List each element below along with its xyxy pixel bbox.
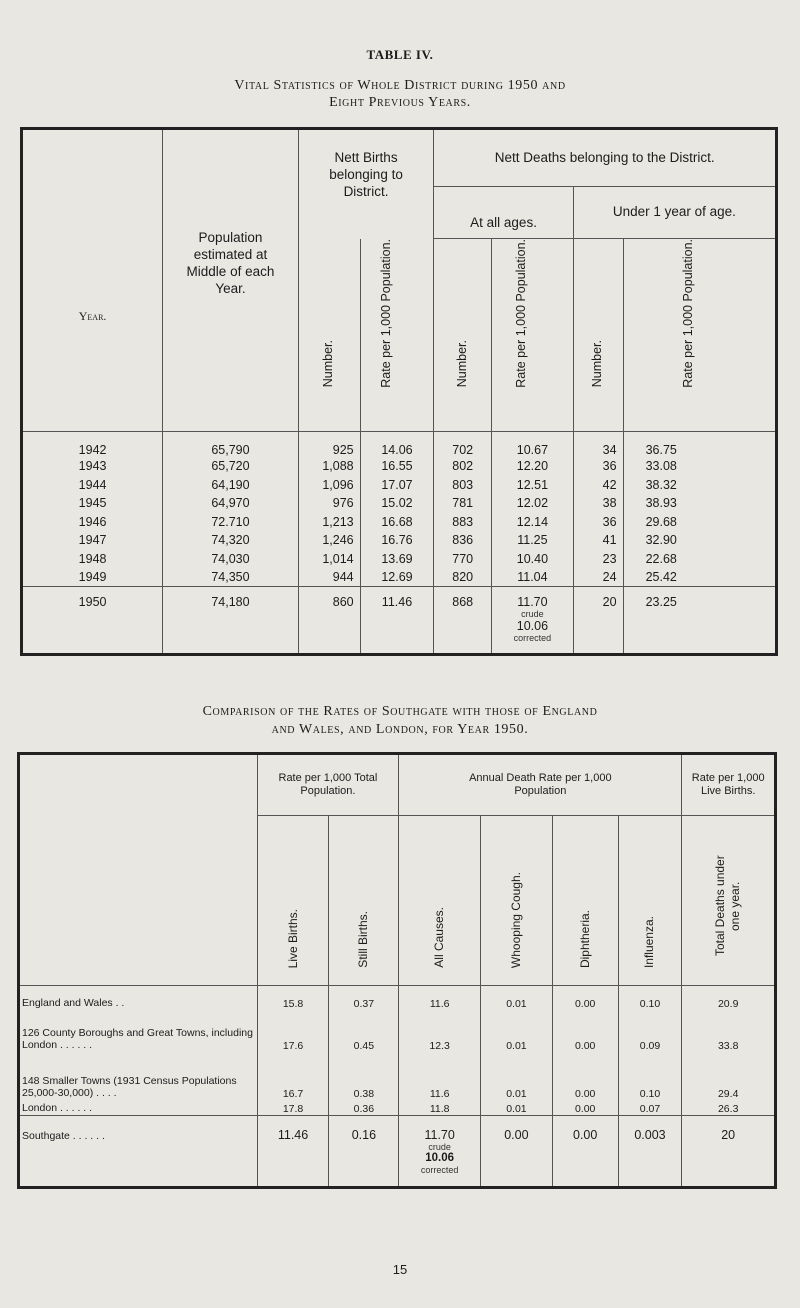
birth-rate-cell: 14.06 [360, 431, 434, 457]
southgate-value: 20 [682, 1116, 776, 1142]
table-row [22, 457, 777, 476]
infant-deaths-cell: 42 [573, 476, 623, 495]
value-cell: 11.8 [399, 1100, 481, 1116]
death-rate-cell: 10.67 [492, 431, 574, 457]
value-cell: 12.3 [399, 1010, 481, 1052]
infant-deaths-cell: 36 [573, 457, 623, 476]
infant-deaths-cell: 38 [573, 494, 623, 513]
year-header: Year. [78, 308, 107, 323]
population-header: Population estimated at Middle of each Year. [163, 129, 299, 432]
comparison-title-line1: Comparison of the Rates of Southgate with those of England [202, 704, 598, 719]
deaths-cell: 702 [434, 431, 492, 457]
rate-pop-group-header: Rate per 1,000 Total Population. [257, 754, 399, 816]
value-cell: 0.00 [552, 1100, 618, 1116]
table-row [22, 494, 777, 513]
death-rate-group-header: Annual Death Rate per 1,000 Population [399, 754, 682, 816]
deaths-cell: 781 [434, 494, 492, 513]
deaths-cell: 836 [434, 531, 492, 550]
death-rate-corrected-1950: 10.06 [516, 619, 549, 634]
infant-rate-cell: 38.93 [623, 494, 776, 513]
corrected-label: corrected [513, 633, 552, 644]
infant-rate-header: Rate per 1,000 Population. [681, 239, 696, 388]
births-group-header: Nett Births belonging to District. [298, 129, 434, 239]
infant-rate-cell: 32.90 [623, 531, 776, 550]
value-cell: 0.36 [329, 1100, 399, 1116]
southgate-value: 0.00 [481, 1116, 553, 1142]
southgate-corrected-label: corrected [420, 1165, 459, 1176]
value-cell: 11.6 [399, 1052, 481, 1100]
infant-rate-cell: 38.32 [623, 476, 776, 495]
infant-number-header: Number. [590, 340, 605, 388]
year-cell: 1943 [78, 459, 107, 474]
deaths-cell: 883 [434, 513, 492, 532]
population-cell: 74,320 [163, 531, 299, 550]
value-cell: 0.01 [481, 1052, 553, 1100]
southgate-value: 0.00 [552, 1116, 618, 1142]
births-cell: 925 [298, 431, 360, 457]
infant-deaths-cell: 36 [573, 513, 623, 532]
death-rate-crude-1950: 11.70 [492, 587, 574, 609]
year-cell: 1944 [78, 477, 107, 492]
value-cell: 33.8 [682, 1010, 776, 1052]
births-cell: 1,088 [298, 457, 360, 476]
table-row [19, 1010, 776, 1052]
row-label: 126 County Boroughs and Great Towns, including London . . . . . . [22, 1027, 253, 1051]
birth-rate-cell: 12.69 [360, 568, 434, 587]
row-label: 148 Smaller Towns (1931 Census Populations 25,000-30,000) . . . . [22, 1075, 237, 1099]
infant-rate-cell: 36.75 [623, 431, 776, 457]
table-subtitle-line1: Vital Statistics of Whole District during 1950 and [234, 78, 566, 93]
value-cell: 15.8 [257, 986, 329, 1010]
year-cell: 1946 [78, 514, 107, 529]
death-rate-cell: 12.51 [492, 476, 574, 495]
rate-births-group-header: Rate per 1,000 Live Births. [682, 754, 776, 816]
population-cell: 65,790 [163, 431, 299, 457]
death-rate-cell: 11.04 [492, 568, 574, 587]
deaths-1950: 868 [434, 587, 492, 609]
deaths-group-header: Nett Deaths belonging to the District. [434, 129, 777, 187]
under1-header: Under 1 year of age. [573, 187, 776, 239]
row-label: England and Wales . . [22, 996, 125, 1009]
infant-rate-cell: 22.68 [623, 550, 776, 569]
death-rate-cell: 12.20 [492, 457, 574, 476]
table-row [19, 1052, 776, 1100]
value-cell: 0.10 [618, 986, 682, 1010]
population-cell: 65,720 [163, 457, 299, 476]
births-cell: 1,213 [298, 513, 360, 532]
row-label: London . . . . . . [22, 1102, 93, 1115]
comparison-title-line2: and Wales, and London, for Year 1950. [271, 722, 529, 737]
table-row [22, 550, 777, 569]
value-cell: 17.8 [257, 1100, 329, 1116]
comparison-table [17, 752, 777, 1189]
births-cell: 944 [298, 568, 360, 587]
infant-rate-cell: 29.68 [623, 513, 776, 532]
infant-rate-cell: 25.42 [623, 568, 776, 587]
birth-rate-cell: 16.76 [360, 531, 434, 550]
population-cell: 74,350 [163, 568, 299, 587]
southgate-corrected-value: 10.06 [425, 1151, 455, 1164]
deaths-cell: 770 [434, 550, 492, 569]
births-cell: 976 [298, 494, 360, 513]
value-cell: 0.07 [618, 1100, 682, 1116]
page-number: 15 [392, 1262, 408, 1277]
birth-rate-cell: 16.55 [360, 457, 434, 476]
value-cell: 0.00 [552, 1010, 618, 1052]
death-rate-cell: 11.25 [492, 531, 574, 550]
table-subtitle-line2: Eight Previous Years. [329, 95, 471, 110]
infant-deaths-cell: 41 [573, 531, 623, 550]
value-cell: 0.37 [329, 986, 399, 1010]
population-cell: 72.710 [163, 513, 299, 532]
infant-deaths-cell: 24 [573, 568, 623, 587]
all-ages-header: At all ages. [434, 187, 573, 239]
southgate-value: 0.16 [329, 1116, 399, 1142]
infant-rate-1950: 23.25 [623, 587, 776, 609]
value-cell: 20.9 [682, 986, 776, 1010]
death-rate-cell: 12.14 [492, 513, 574, 532]
table-row [22, 476, 777, 495]
table-row [19, 986, 776, 1010]
deaths-cell: 803 [434, 476, 492, 495]
value-cell: 26.3 [682, 1100, 776, 1116]
table-row [19, 1100, 776, 1116]
table-row [22, 513, 777, 532]
vital-statistics-table [20, 127, 778, 656]
year-cell: 1948 [78, 551, 107, 566]
value-cell: 0.45 [329, 1010, 399, 1052]
birth-rate-cell: 17.07 [360, 476, 434, 495]
southgate-value: 11.70 [399, 1116, 481, 1142]
infant-deaths-cell: 23 [573, 550, 623, 569]
infant-rate-cell: 33.08 [623, 457, 776, 476]
population-1950: 74,180 [163, 587, 299, 609]
southgate-value: 11.46 [257, 1116, 329, 1142]
value-cell: 0.01 [481, 1100, 553, 1116]
table-row [22, 531, 777, 550]
year-cell: 1949 [78, 570, 107, 585]
births-1950: 860 [298, 587, 360, 609]
year-cell: 1947 [78, 533, 107, 548]
death-rate-cell: 10.40 [492, 550, 574, 569]
table-row [22, 568, 777, 587]
value-cell: 0.38 [329, 1052, 399, 1100]
deaths-rate-header: Rate per 1,000 Population. [514, 239, 529, 388]
death-rate-cell: 12.02 [492, 494, 574, 513]
value-cell: 0.01 [481, 1010, 553, 1052]
value-cell: 11.6 [399, 986, 481, 1010]
births-cell: 1,014 [298, 550, 360, 569]
value-cell: 0.10 [618, 1052, 682, 1100]
birth-rate-cell: 15.02 [360, 494, 434, 513]
crude-label: crude [521, 608, 544, 619]
southgate-crude-label: crude [428, 1141, 451, 1152]
southgate-label: Southgate . . . . . . [22, 1129, 105, 1142]
column-header: Live Births. [285, 908, 300, 968]
value-cell: 29.4 [682, 1052, 776, 1100]
births-cell: 1,096 [298, 476, 360, 495]
population-cell: 64,190 [163, 476, 299, 495]
birth-rate-cell: 16.68 [360, 513, 434, 532]
year-1950: 1950 [78, 594, 107, 609]
column-header: Still Births. [356, 911, 371, 968]
value-cell: 0.00 [552, 986, 618, 1010]
births-cell: 1,246 [298, 531, 360, 550]
value-cell: 17.6 [257, 1010, 329, 1052]
table-row [22, 431, 777, 457]
value-cell: 0.00 [552, 1052, 618, 1100]
value-cell: 0.01 [481, 986, 553, 1010]
deaths-number-header: Number. [454, 340, 469, 388]
birth-rate-1950: 11.46 [360, 587, 434, 609]
infant-deaths-cell: 34 [573, 431, 623, 457]
year-cell: 1945 [78, 496, 107, 511]
birth-rate-cell: 13.69 [360, 550, 434, 569]
southgate-value: 0.003 [618, 1116, 682, 1142]
infant-deaths-1950: 20 [573, 587, 623, 609]
year-cell: 1942 [78, 443, 107, 458]
deaths-cell: 820 [434, 568, 492, 587]
deaths-cell: 802 [434, 457, 492, 476]
column-header: Whooping Cough. [508, 871, 523, 968]
column-header: Influenza. [642, 915, 657, 968]
column-header: Diphtheria. [577, 909, 592, 968]
table-title: TABLE IV. [366, 47, 434, 62]
births-rate-header: Rate per 1,000 Population. [378, 239, 393, 388]
population-cell: 64,970 [163, 494, 299, 513]
value-cell: 0.09 [618, 1010, 682, 1052]
births-number-header: Number. [321, 340, 336, 388]
column-header: All Causes. [432, 907, 447, 968]
population-cell: 74,030 [163, 550, 299, 569]
column-header: Total Deaths under one year. [713, 855, 743, 957]
value-cell: 16.7 [257, 1052, 329, 1100]
